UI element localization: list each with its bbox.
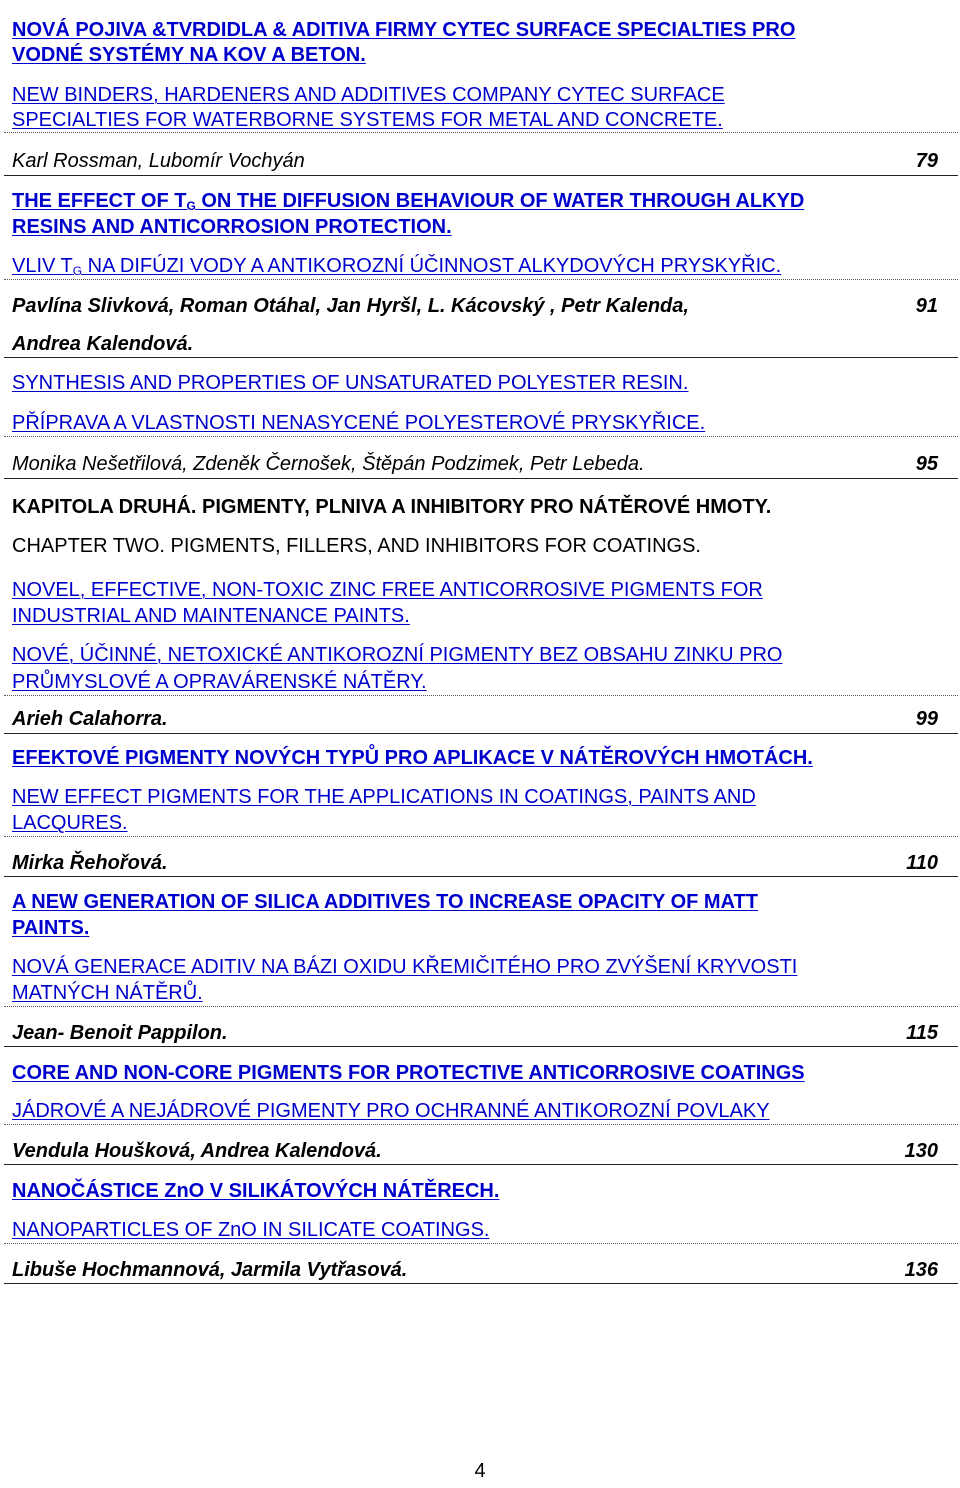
dotted-rule <box>4 695 958 696</box>
toc-title-link[interactable]: EFEKTOVÉ PIGMENTY NOVÝCH TYPŮ PRO APLIKACE V NÁTĚROVÝCH HMOTÁCH. <box>12 747 813 769</box>
toc-title-link[interactable]: NOVEL, EFFECTIVE, NON-TOXIC ZINC FREE ANTICORROSIVE PIGMENTS FOR <box>12 579 763 601</box>
solid-rule <box>4 478 958 479</box>
toc-title-link[interactable]: CORE AND NON-CORE PIGMENTS FOR PROTECTIVE ANTICORROSIVE COATINGS <box>12 1062 805 1084</box>
toc-page-number: 136 <box>904 1259 938 1281</box>
dotted-rule <box>4 1124 958 1125</box>
toc-title-link[interactable]: NOVÉ, ÚČINNÉ, NETOXICKÉ ANTIKOROZNÍ PIGMENTY BEZ OBSAHU ZINKU PRO <box>12 644 783 666</box>
toc-page-number: 91 <box>915 295 938 317</box>
toc-title-link[interactable]: SYNTHESIS AND PROPERTIES OF UNSATURATED POLYESTER RESIN. <box>12 372 689 394</box>
toc-page-number: 130 <box>904 1140 938 1162</box>
toc-title-link[interactable]: THE EFFECT OF $T_G$ ON THE DIFFUSION BEHAVIOUR OF WATER THROUGH ALKYD <box>12 190 805 213</box>
toc-title-link[interactable]: LACQURES. <box>12 812 128 834</box>
toc-title-link[interactable]: INDUSTRIAL AND MAINTENANCE PAINTS. <box>12 605 410 627</box>
toc-authors: Arieh Calahorra. <box>12 708 168 730</box>
toc-title-link[interactable]: PRŮMYSLOVÉ A OPRAVÁRENSKÉ NÁTĚRY. <box>12 671 427 693</box>
toc-authors: Mirka Řehořová. <box>12 852 168 874</box>
toc-title-link[interactable]: NANOPARTICLES OF ZnO IN SILICATE COATINGS. <box>12 1219 490 1241</box>
toc-title-link[interactable]: NEW EFFECT PIGMENTS FOR THE APPLICATIONS IN COATINGS, PAINTS AND <box>12 786 756 808</box>
toc-page-number: 115 <box>906 1022 938 1044</box>
dotted-rule <box>4 1243 958 1244</box>
dotted-rule <box>4 836 958 837</box>
solid-rule <box>4 1046 958 1047</box>
chapter-heading-en: CHAPTER TWO. PIGMENTS, FILLERS, AND INHIBITORS FOR COATINGS. <box>12 535 701 557</box>
solid-rule <box>4 876 958 877</box>
toc-title-link[interactable]: SPECIALTIES FOR WATERBORNE SYSTEMS FOR METAL AND CONCRETE. <box>12 109 723 131</box>
page-number: 4 <box>474 1460 486 1482</box>
dotted-rule <box>4 279 958 280</box>
toc-authors: Vendula Houšková, Andrea Kalendová. <box>12 1140 382 1162</box>
toc-title-link[interactable]: NOVÁ GENERACE ADITIV NA BÁZI OXIDU KŘEMIČITÉHO PRO ZVÝŠENÍ KRYVOSTI <box>12 956 798 978</box>
toc-page-number: 110 <box>906 852 938 874</box>
toc-authors: Monika Nešetřilová, Zdeněk Černošek, Štěpán Podzimek, Petr Lebeda. <box>12 453 645 475</box>
solid-rule <box>4 1164 958 1165</box>
toc-title-link[interactable]: NOVÁ POJIVA &TVRDIDLA & ADITIVA FIRMY CYTEC SURFACE SPECIALTIES PRO <box>12 19 796 41</box>
solid-rule <box>4 733 958 734</box>
solid-rule <box>4 175 958 176</box>
toc-authors: Libuše Hochmannová, Jarmila Vytřasová. <box>12 1259 408 1281</box>
solid-rule <box>4 357 958 358</box>
toc-authors: Jean- Benoit Pappilon. <box>12 1022 228 1044</box>
toc-authors: Karl Rossman, Lubomír Vochyán <box>12 150 305 172</box>
toc-title-link[interactable]: JÁDROVÉ A NEJÁDROVÉ PIGMENTY PRO OCHRANNÉ ANTIKOROZNÍ POVLAKY <box>12 1100 770 1122</box>
toc-page-number: 99 <box>915 708 938 730</box>
toc-page-number: 79 <box>915 150 938 172</box>
toc-page-number: 95 <box>915 453 938 475</box>
toc-title-link[interactable]: NANOČÁSTICE ZnO V SILIKÁTOVÝCH NÁTĚRECH. <box>12 1180 500 1202</box>
toc-title-link[interactable]: MATNÝCH NÁTĚRŮ. <box>12 982 203 1004</box>
dotted-rule <box>4 1006 958 1007</box>
toc-title-link[interactable]: VODNÉ SYSTÉMY NA KOV A BETON. <box>12 44 366 66</box>
toc-title-link[interactable]: VLIV $T_G$ NA DIFÚZI VODY A ANTIKOROZNÍ ÚČINNOST ALKYDOVÝCH PRYSKYŘIC. <box>12 255 782 278</box>
dotted-rule <box>4 132 958 133</box>
toc-authors: Pavlína Slivková, Roman Otáhal, Jan Hyršl, L. Kácovský , Petr Kalenda, <box>12 295 689 317</box>
toc-title-link[interactable]: A NEW GENERATION OF SILICA ADDITIVES TO INCREASE OPACITY OF MATT <box>12 891 758 913</box>
toc-title-link[interactable]: PAINTS. <box>12 917 90 939</box>
chapter-heading: KAPITOLA DRUHÁ. PIGMENTY, PLNIVA A INHIBITORY PRO NÁTĚROVÉ HMOTY. <box>12 496 772 518</box>
dotted-rule <box>4 436 958 437</box>
toc-title-link[interactable]: PŘÍPRAVA A VLASTNOSTI NENASYCENÉ POLYESTEROVÉ PRYSKYŘICE. <box>12 412 706 434</box>
toc-title-link[interactable]: NEW BINDERS, HARDENERS AND ADDITIVES COMPANY CYTEC SURFACE <box>12 84 725 106</box>
toc-authors: Andrea Kalendová. <box>12 333 194 355</box>
solid-rule <box>4 1283 958 1284</box>
toc-title-link[interactable]: RESINS AND ANTICORROSION PROTECTION. <box>12 216 452 238</box>
